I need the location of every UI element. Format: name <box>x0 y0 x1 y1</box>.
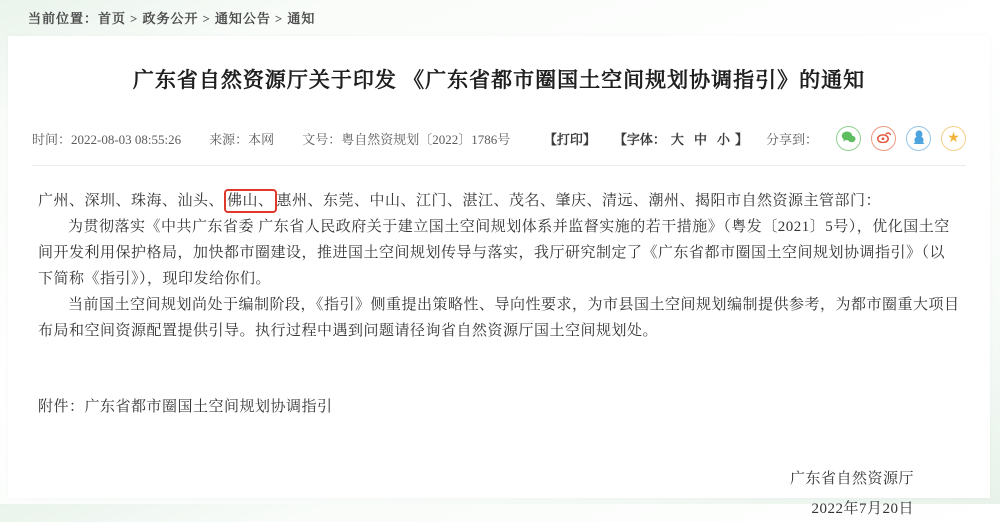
font-size-tools <box>614 129 748 148</box>
breadcrumb-item-announcements[interactable]: 通知公告 <box>214 11 271 26</box>
share-icons <box>836 126 966 151</box>
print-button[interactable]: 【打印】 <box>543 132 596 147</box>
meta-source-value: 本网 <box>248 132 275 147</box>
meta-doc-number <box>302 129 510 148</box>
signature-block <box>38 466 914 522</box>
breadcrumb-item-home[interactable]: 首页 <box>98 11 127 26</box>
meta-time <box>32 129 181 148</box>
weibo-icon <box>877 131 891 147</box>
share-qzone-button[interactable] <box>941 126 966 151</box>
share-label: 分享到： <box>765 132 818 147</box>
breadcrumb-label: 当前位置： <box>28 11 99 26</box>
article-body <box>38 188 960 522</box>
salutation-before: 广州、深圳、珠海、汕头、 <box>38 193 225 209</box>
breadcrumb-separator: > <box>202 11 211 26</box>
signature-organization: 广东省自然资源厅 <box>789 471 914 487</box>
paragraph-1: 为贯彻落实《中共广东省委 广东省人民政府关于建立国土空间规划体系并监督实施的若干措施》（粤发〔2021〕5号），优化国土空间开发利用保护格局，加快都市圈建设，推进国土空间规划传导与落实，我厅研究制定了《广东省都市圈国土空间规划协调指引》（以下简称《指引》），现印发给你们。 <box>38 219 950 287</box>
attachment-label: 附件： <box>38 399 85 415</box>
font-tools-prefix: 【字体： <box>613 132 666 147</box>
highlighted-city-foshan: 佛山、 <box>224 189 277 213</box>
salutation-line <box>38 188 960 214</box>
article-card <box>8 36 990 517</box>
font-tools-suffix: 】 <box>734 132 748 147</box>
salutation-after: 惠州、东莞、中山、江门、湛江、茂名、肇庆、清远、潮州、揭阳市自然资源主管部门： <box>276 193 882 209</box>
qq-icon <box>913 130 925 148</box>
meta-doc-number-value: 粤自然资规划〔2022〕1786号 <box>341 132 511 147</box>
qzone-star-icon: ★ <box>947 130 960 146</box>
share-weibo-button[interactable] <box>871 126 896 151</box>
article-meta <box>32 129 510 148</box>
font-size-small-button[interactable]: 小 <box>716 132 730 147</box>
breadcrumb-separator: > <box>130 11 139 26</box>
breadcrumb <box>28 8 315 27</box>
meta-source <box>209 129 274 148</box>
breadcrumb-item-notice[interactable]: 通知 <box>287 11 316 26</box>
attachment-line <box>38 394 960 420</box>
article-meta-bar <box>32 126 966 166</box>
font-size-medium-button[interactable]: 中 <box>693 132 707 147</box>
paragraph-2: 当前国土空间规划尚处于编制阶段，《指引》侧重提出策略性、导向性要求，为市县国土空间规划编制提供参考，为都市圈重大项目布局和空间资源配置提供引导。执行过程中遇到问题请径询省自然资源厅国土空间规划处。 <box>38 297 960 339</box>
signature-date: 2022年7月20日 <box>811 501 914 517</box>
breadcrumb-item-gov-open[interactable]: 政务公开 <box>142 11 199 26</box>
page-title: 广东省自然资源厅关于印发 《广东省都市圈国土空间规划协调指引》的通知 <box>132 68 866 92</box>
share-qq-button[interactable] <box>906 126 931 151</box>
meta-source-label: 来源： <box>209 132 249 147</box>
meta-time-value: 2022-08-03 08:55:26 <box>71 132 182 147</box>
breadcrumb-separator: > <box>274 11 284 26</box>
font-size-large-button[interactable]: 大 <box>670 132 684 147</box>
article-tools <box>544 126 966 151</box>
meta-doc-number-label: 文号： <box>302 132 342 147</box>
meta-time-label: 时间： <box>32 132 72 147</box>
attachment-link[interactable]: 广东省都市圈国土空间规划协调指引 <box>84 399 333 415</box>
share-wechat-button[interactable] <box>836 126 861 151</box>
wechat-icon <box>841 131 856 147</box>
